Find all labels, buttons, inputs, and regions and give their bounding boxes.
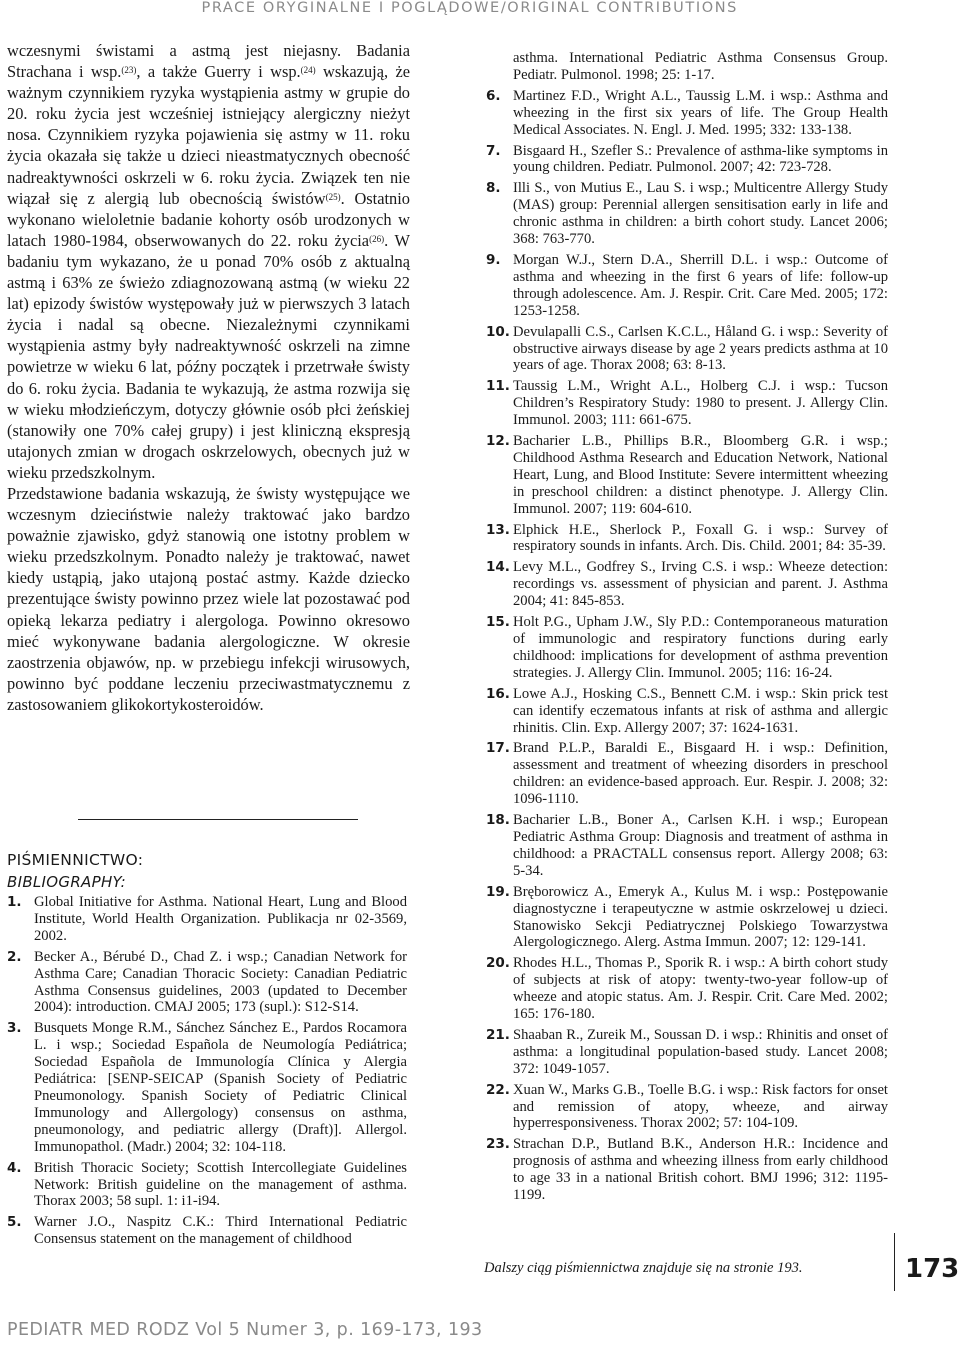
reference-text: Morgan W.J., Stern D.A., Sherrill D.L. i wsp.: Outcome of asthma and wheezing in the first 6 years of life: follow-up through adolescence. Am. J. Respir. Crit. Care Med. 2005; 172: 1253-1258. xyxy=(513,251,888,319)
reference-number: 13. xyxy=(486,521,510,538)
citation-marker: (25) xyxy=(325,191,341,202)
reference-item xyxy=(486,884,888,952)
body-text-run: Przedstawione badania wskazują, że świsty występujące we wczesnym dzieciństwie należy traktować jako bardzo poważnie zjawisko, gdyż stanowią one istotny problem w wieku przedszkolnym. Ponadto należy je traktować, nawet kiedy ustąpią, jako utajoną postać astmy. Każde dziecko prezentujące świsty powinno przez wiele lat pozostawać pod opieką lekarza pediatry i alergologa. Powinno okresowo mieć wykonywane badania alergologiczne. W okresie zaostrzenia objawów, np. w przebiegu infekcji wirusowych, powinno być poddane leczeniu przeciwastmatycznemu z zastosowaniem glikokortykosteroidów. xyxy=(7,483,410,714)
reference-item xyxy=(7,894,407,945)
reference-item xyxy=(7,1160,407,1211)
reference-text: British Thoracic Society; Scottish Intercollegiate Guidelines Network: British guideline on the management of asthma. Thorax 2003; 58 supl. 1: i1-i94. xyxy=(34,1159,407,1210)
bibliography-heading-en: BIBLIOGRAPHY: xyxy=(7,873,127,891)
reference-item xyxy=(486,324,888,375)
reference-item xyxy=(486,88,888,139)
reference-item xyxy=(7,1214,407,1248)
reference-item xyxy=(486,1027,888,1078)
reference-item xyxy=(486,378,888,429)
reference-number: 10. xyxy=(486,323,510,340)
journal-footer: PEDIATR MED RODZ Vol 5 Numer 3, p. 169-173, 193 xyxy=(7,1320,483,1340)
reference-number: 9. xyxy=(486,251,501,268)
reference-item xyxy=(486,1082,888,1133)
reference-number: 5. xyxy=(7,1214,22,1231)
citation-marker: (26) xyxy=(369,233,385,244)
body-text-run: wskazują, że ważnym czynnikiem ryzyka wystąpienia astmy w grupie do 20. roku życia jest wcześniej istniejący alergiczny nieżyt nosa. Czynnikiem ryzyka pojawienia się astmy w 11. roku życia okazała się także u dzieci nieastmatycznych obecność nadreaktywności oskrzeli w 6. roku życia. Związek ten nie wiązał się z alergią lub obecnością świstów xyxy=(7,62,410,208)
reference-text: Bręborowicz A., Emeryk A., Kulus M. i wsp.: Postępowanie diagnostyczne i terapeutyczne w astmie oskrzelowej u dzieci. Stanowisko Sekcji Pediatrycznej Polskiego Towarzystwa Alergologicznego. Alerg. Astma Immun. 2007; 12: 129-141. xyxy=(513,883,888,951)
reference-number: 1. xyxy=(7,894,22,910)
reference-text: Warner J.O., Naspitz C.K.: Third International Pediatric Consensus statement on the management of childhood xyxy=(34,1214,407,1248)
reference-item xyxy=(486,614,888,682)
body-text-run: wczesnymi świstami a astmą jest niejasny. Badania Strachana i wsp. xyxy=(7,41,410,82)
reference-text: Xuan W., Marks G.B., Toelle B.G. i wsp.: Risk factors for onset and remission of atopy, wheeze, and airway hyperresponsiveness. Thorax 2002; 57: 104-109. xyxy=(513,1081,888,1132)
running-head: PRACE ORYGINALNE I POGLĄDOWE/ORIGINAL CONTRIBUTIONS xyxy=(201,0,738,16)
body-text xyxy=(7,40,410,715)
reference-number: 20. xyxy=(486,955,510,972)
reference-item xyxy=(486,812,888,880)
reference-number: 19. xyxy=(486,883,510,900)
body-paragraph xyxy=(7,40,410,483)
continuation-note: Dalszy ciąg piśmiennictwa znajduje się na stronie 193. xyxy=(484,1260,803,1276)
reference-item xyxy=(486,50,888,84)
reference-item xyxy=(7,1020,407,1155)
body-text-run: , a także Guerry i wsp. xyxy=(136,62,301,82)
reference-number: 18. xyxy=(486,812,510,829)
reference-item xyxy=(486,559,888,610)
reference-number: 11. xyxy=(486,378,510,395)
reference-item xyxy=(486,740,888,808)
reference-list-left xyxy=(7,894,407,1252)
reference-number: 14. xyxy=(486,559,510,576)
reference-item xyxy=(486,522,888,556)
reference-text: Rhodes H.L., Thomas P., Sporik R. i wsp.: A birth cohort study of subjects at risk of atopy: twenty-two-year follow-up of wheeze and atopic status. Am. J. Respir. Crit. Care Med. 2002; 165: 176-180. xyxy=(513,955,888,1023)
body-text-column xyxy=(7,40,410,715)
reference-text: Holt P.G., Upham J.W., Sly P.D.: Contemporaneous maturation of immunologic and respiratory functions during early childhood: implications for development of asthma prevention strategies. J. Allergy Clin. Immunol. 2005; 116: 16-24. xyxy=(513,614,888,681)
reference-text: Busquets Monge R.M., Sánchez Sánchez E., Pardos Rocamora L. i wsp.; Sociedad Española de Neumología Pediátrica; Sociedad Española de Immunología Clínica y Alergia Pediátrica: [SENP-SEICAP (Spanish Society of Pediatric Pneumonology. Spanish Society of Pediatric Clinical Immunology and Allergology) consensus on asthma, pneumonology, and pediatric allergy (Draft)]. Allergol. Immunopathol. (Madr.) 2004; 32: 104-118. xyxy=(34,1020,407,1155)
reference-list-right xyxy=(486,50,888,1208)
reference-item xyxy=(7,949,407,1017)
reference-text: Bacharier L.B., Phillips B.R., Bloomberg G.R. i wsp.; Childhood Asthma Research and Education Network, National Heart, Lung, and Blood Institute: Severe intermittent wheezing in preschool children: a distinct phenotype. J. Allergy Clin. Immunol. 2007; 119: 604-610. xyxy=(513,433,888,517)
reference-item xyxy=(486,433,888,518)
reference-text: Devulapalli C.S., Carlsen K.C.L., Håland G. i wsp.: Severity of obstructive airways disease by age 2 years predicts asthma at 10 years of age. Thorax 2008; 63: 8-13. xyxy=(513,323,888,374)
reference-number: 21. xyxy=(486,1026,510,1043)
reference-item xyxy=(486,1136,888,1204)
reference-number: 6. xyxy=(486,87,501,104)
reference-text: Global Initiative for Asthma. National Heart, Lung and Blood Institute, World Health Organization. Publikacja nr 02-3569, 2002. xyxy=(34,894,407,944)
reference-item xyxy=(486,955,888,1023)
section-divider xyxy=(78,819,358,820)
citation-marker: (23) xyxy=(121,65,137,76)
reference-text: Lowe A.J., Hosking C.S., Bennett C.M. i wsp.: Skin prick test can identify eczematous infants at risk of asthma and allergic rhinitis. Clin. Exp. Allergy 2007; 37: 1624-1631. xyxy=(513,685,888,736)
reference-item xyxy=(486,180,888,248)
reference-number: 15. xyxy=(486,614,510,631)
reference-item xyxy=(486,252,888,320)
reference-number: 23. xyxy=(486,1136,510,1153)
reference-number: 8. xyxy=(486,180,501,197)
reference-text: Bisgaard H., Szefler S.: Prevalence of asthma-like symptoms in young children. Pediatr. Pulmonol. 2007; 42: 723-728. xyxy=(513,142,888,176)
reference-text: Martinez F.D., Wright A.L., Taussig L.M. i wsp.: Asthma and wheezing in the first six years of life. The Group Health Medical Associates. N. Engl. J. Med. 1995; 332: 133-138. xyxy=(513,87,888,138)
reference-text: Taussig L.M., Wright A.L., Holberg C.J. i wsp.: Tucson Children’s Respiratory Study: 1980 to present. J. Allergy Clin. Immunol. 2003; 111: 661-675. xyxy=(513,378,888,429)
reference-number: 12. xyxy=(486,433,510,450)
body-text-run: . Ostatnio wykonano wieloletnie badanie kohorty osób urodzonych w latach 1980-1984, obserwowanych do 22. roku życia xyxy=(7,188,410,250)
reference-number: 7. xyxy=(486,142,501,159)
reference-text: Illi S., von Mutius E., Lau S. i wsp.; Multicentre Allergy Study (MAS) group: Perennial allergen sensitisation early in life and chronic asthma in children: a birth cohort study. Lancet 2006; 368: 763-770. xyxy=(513,180,888,248)
reference-number: 3. xyxy=(7,1020,22,1037)
reference-text: asthma. International Pediatric Asthma Consensus Group. Pediatr. Pulmonol. 1998; 25: 1-17. xyxy=(513,50,888,83)
citation-marker: (24) xyxy=(300,65,316,76)
body-paragraph xyxy=(7,483,410,715)
reference-text: Levy M.L., Godfrey S., Irving C.S. i wsp.: Wheeze detection: recordings vs. assessment of physician and parent. J. Asthma 2004; 41: 845-853. xyxy=(513,559,888,610)
page-number-divider xyxy=(894,1233,895,1291)
page-number: 173 xyxy=(905,1254,960,1284)
reference-text: Shaaban R., Zureik M., Soussan D. i wsp.: Rhinitis and onset of asthma: a longitudinal population-based study. Lancet 2008; 372: 1049-1057. xyxy=(513,1026,888,1077)
bibliography-heading-pl: PIŚMIENNICTWO: xyxy=(7,851,144,869)
reference-text: Brand P.L.P., Baraldi E., Bisgaard H. i wsp.: Definition, assessment and treatment of wheezing disorders in preschool children: an evidence-based approach. Eur. Respir. J. 2008; 32: 1096-1110. xyxy=(513,740,888,808)
reference-item xyxy=(486,686,888,737)
reference-number: 22. xyxy=(486,1081,510,1098)
reference-item xyxy=(486,143,888,177)
reference-text: Becker A., Bérubé D., Chad Z. i wsp.; Canadian Network for Asthma Care; Canadian Thoracic Society: Canadian Pediatric Asthma Consensus guidelines, 2003 (updated to December 2004): introduction. CMAJ 2005; 173 (supl.): S12-S14. xyxy=(34,948,407,1016)
reference-number: 17. xyxy=(486,740,510,757)
reference-number: 2. xyxy=(7,948,22,965)
reference-text: Strachan D.P., Butland B.K., Anderson H.R.: Incidence and prognosis of asthma and wheezing illness from early childhood to age 33 in a national British cohort. BMJ 1996; 312: 1195-1199. xyxy=(513,1136,888,1204)
body-text-run: . W badaniu tym wykazano, że u ponad 70% osób z aktualną astmą i 63% ze świeżo zdiagnozowaną astmą (w wieku 22 lat) epizody świstów występowały już w pierwszych 3 latach życia i nadal są obecne. Niezależnymi czynnikami wystąpienia astmy były nadreaktywność oskrzeli na zimne powietrze w wieku 6 lat, późny początek i przetrwałe świsty do 6. roku życia. Badania te wykazują, że astma rozwija się w wieku młodzieńczym, dotyczy głównie osób płci żeńskiej (stanowiły one 70% całej grupy) i jest kliniczną ekspresją utajonych zmian w drogach oskrzelowych, obecnych już w wieku przedszkolnym. xyxy=(7,230,410,482)
reference-number: 4. xyxy=(7,1159,22,1176)
reference-text: Bacharier L.B., Boner A., Carlsen K.H. i wsp.; European Pediatric Asthma Group: Diagnosis and treatment of asthma in childhood: a PRACTALL consensus report. Allergy 2008; 63: 5-34. xyxy=(513,812,888,879)
reference-number: 16. xyxy=(486,685,510,702)
reference-text: Elphick H.E., Sherlock P., Foxall G. i wsp.: Survey of respiratory sounds in infants. Arch. Dis. Child. 2001; 84: 35-39. xyxy=(513,521,888,555)
